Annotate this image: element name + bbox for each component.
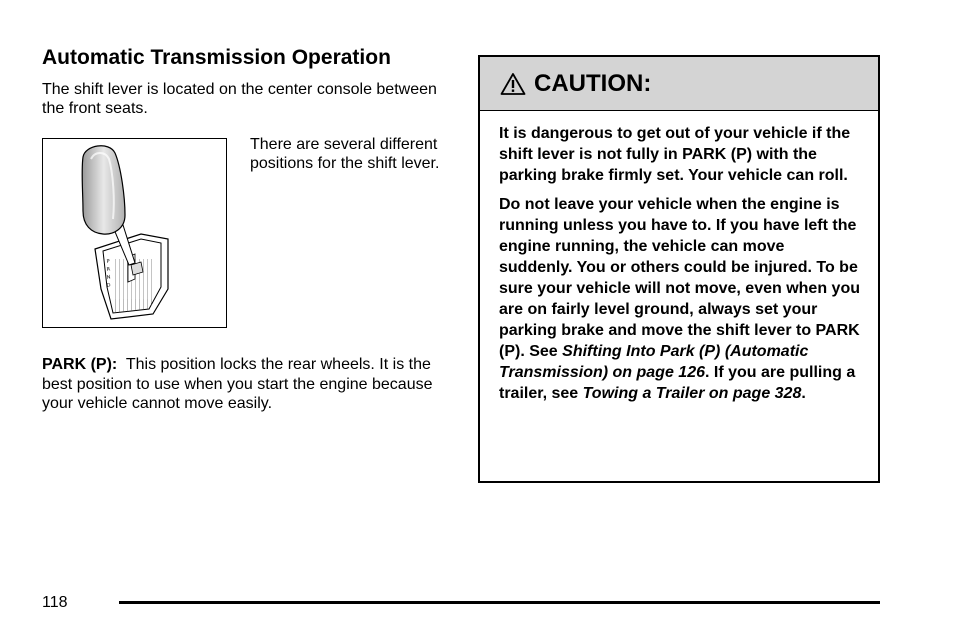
cross-reference-shifting-into-park[interactable]: Shifting Into Park (P) (Automatic Transmission) on page 126 xyxy=(499,343,809,381)
caution-header xyxy=(480,57,878,111)
caution-body xyxy=(480,111,878,404)
caution-paragraph-1: It is dangerous to get out of your vehicle if the shift lever is not fully in PARK (P) with the parking brake firmly set. Your vehicle can roll. xyxy=(499,125,851,184)
shift-lever-illustration xyxy=(42,138,227,328)
caution-mid-text: . If you are pulling a trailer, see xyxy=(499,364,856,402)
footer-rule xyxy=(119,601,880,604)
gate-letter-r: R xyxy=(106,266,111,273)
intro-paragraph: The shift lever is located on the center console between the front seats. xyxy=(42,81,437,117)
cross-reference-towing-a-trailer[interactable]: Towing a Trailer on page 328 xyxy=(582,385,802,402)
figure-caption: There are several different positions for the shift lever. xyxy=(250,136,440,172)
caution-end-text: . xyxy=(801,385,806,402)
park-text: This position locks the rear wheels. It is the best position to use when you start the engine because your vehicle cannot move easily. xyxy=(42,356,433,412)
see-label: See xyxy=(529,343,558,360)
section-heading: Automatic Transmission Operation xyxy=(42,46,391,69)
gate-letter-p: P xyxy=(106,258,111,265)
caution-title: CAUTION: xyxy=(534,69,652,97)
page-number: 118 xyxy=(42,594,68,611)
gate-letter-d: D xyxy=(106,282,112,289)
park-paragraph xyxy=(42,355,437,414)
caution-paragraph-2-text: Do not leave your vehicle when the engine is running unless you have to. If you have left the engine running, the vehicle can move suddenly. You or others could be injured. To be sure your vehicle will not move, even when you are on fairly level ground, always set your parking brake and move the shift lever to PARK (P). xyxy=(499,196,860,360)
shift-lever-drawing xyxy=(43,139,228,329)
gate-letter-n: N xyxy=(106,274,112,281)
warning-triangle-icon xyxy=(500,72,526,96)
caution-paragraph-2 xyxy=(499,194,862,404)
park-label: PARK (P): xyxy=(42,356,118,373)
caution-box xyxy=(478,55,880,483)
